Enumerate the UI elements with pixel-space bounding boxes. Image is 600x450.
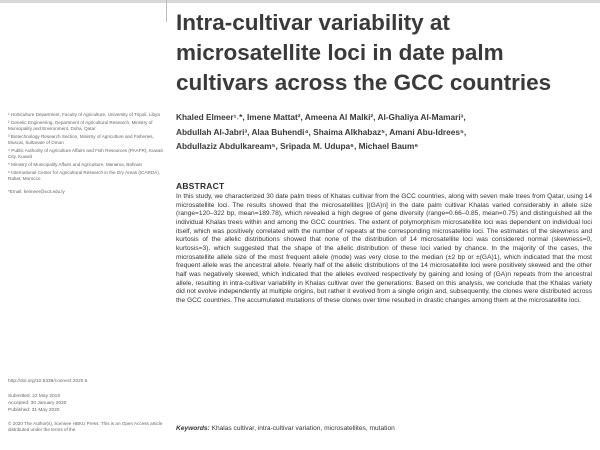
keywords (176, 425, 592, 432)
column-divider (166, 0, 167, 22)
published-date: Published: 31 May 2020 (8, 408, 60, 413)
abstract-heading: ABSTRACT (176, 181, 225, 191)
doi-link[interactable]: http://doi.org/10.5339/connect.2020.5 (8, 379, 88, 384)
title-line: cultivars across the GCC countries (176, 70, 552, 95)
keywords-label: Keywords: (176, 425, 210, 432)
author-line: Abdullah Al-Jabri³, Alaa Buhendi⁴, Shaima Alkhabaz⁵, Amani Abu-Idrees⁵, (176, 126, 467, 137)
submitted-date: Submitted: 22 May 2019 (8, 394, 60, 399)
abstract-text: In this study, we characterized 30 date palm trees of Khalas cultivar from the GCC countries, along with seven male trees from Qatar, using 14 microsatellite loci. The results showed that the microsatellites [(GA)n] in the date palm cultivar Khalas varied considerably in allele size (range=120–322 bp, mean=189.78), which revealed a high degree of gene diversity (range=0.66–0.85, mean=0.75) and distinguished all the individual Khalas trees within and among the GCC countries. The extent of polymorphism microsatellite loci was dependent on individual loci itself, which was positively correlated with the number of repeats at the corresponding microsatellite loci. The estimates of the skewness and kurtosis of the allelic distributions showed that none of the distribution of 14 microsatellite loci was considered normal (skewness=0, kurtosis=3), which suggested that the shape of the allelic distribution of these loci varied by chance. In the majority of the cases, the microsatellite allele size of the most frequent allele (mode) was very close to the median (±2 bp or ±(GA)1), which indicated that the most frequent allele was the ancestral allele. Nearly half of the allelic distributions of the 14 microsatellite loci were positively skewed and the other half was negatively skewed, which indicated that the alleles evolved respectively by gaining and losing of (GA)n repeats from the ancestral allele, resulting in intra-cultivar variability in Khalas cultivar over the generations. Based on this analysis, we conclude that the Khalas variety did not evolve independently at multiple origins, but rather it evolved from a single origin and, subsequently, the clones were distributed across the GCC countries. The accumulated mutations of these clones over time resulted in drastic changes among them at the microsatellite loci. (176, 193, 592, 304)
author-line: Khaled Elmeer¹˒*, Imene Mattat², Ameena Al Malki², Al-Ghaliya Al-Mamari³, (176, 112, 466, 122)
copyright-notice: © 2020 The Author(s), licensee HBKU Press. This is an Open Access article distributed under the terms of the (8, 421, 163, 433)
keywords-text: Khalas cultivar, intra-cultivar variation, microsatellites, mutation (211, 425, 395, 432)
corresponding-email[interactable]: *Email: kelmeer@uot.edu.ly (8, 189, 65, 195)
top-rule (0, 0, 600, 3)
affiliation: ² Genetic Engineering, Department of Agricultural Research, Ministry of Municipality and Environment, Doha, Qatar (8, 119, 153, 132)
publication-dates (8, 393, 164, 414)
title-line: Intra-cultivar variability at (176, 10, 450, 35)
affiliation: ³ Biotechnology Research Section, Ministry of Agriculture and Fisheries, Muscat, Sultanate of Oman (8, 133, 154, 146)
affiliation: ⁵ Ministry of Municipality Affairs and Agriculture, Manama, Bahrain (8, 162, 143, 168)
title-line: microsatellite loci in date palm (176, 40, 504, 65)
affiliations-column (8, 112, 164, 196)
article-title (176, 8, 596, 98)
author-line: Abdullaziz Abdulkaream⁵, Sripada M. Udupa⁶, Michael Baum⁶ (176, 141, 419, 151)
author-list (176, 110, 592, 154)
affiliation: ¹ Horticulture Department, Faculty of Agriculture, University of Tripoli, Libya (8, 112, 160, 117)
affiliation: ⁶ International Center for Agricultural Research in the Dry Areas (ICARDA), Rabat, Morocco (8, 169, 161, 182)
accepted-date: Accepted: 30 January 2020 (8, 401, 67, 406)
affiliation: ⁴ Public Authority of Agriculture Affairs and Fish Resources (PAAFR), Kuwait City, Kuwait (8, 147, 163, 160)
